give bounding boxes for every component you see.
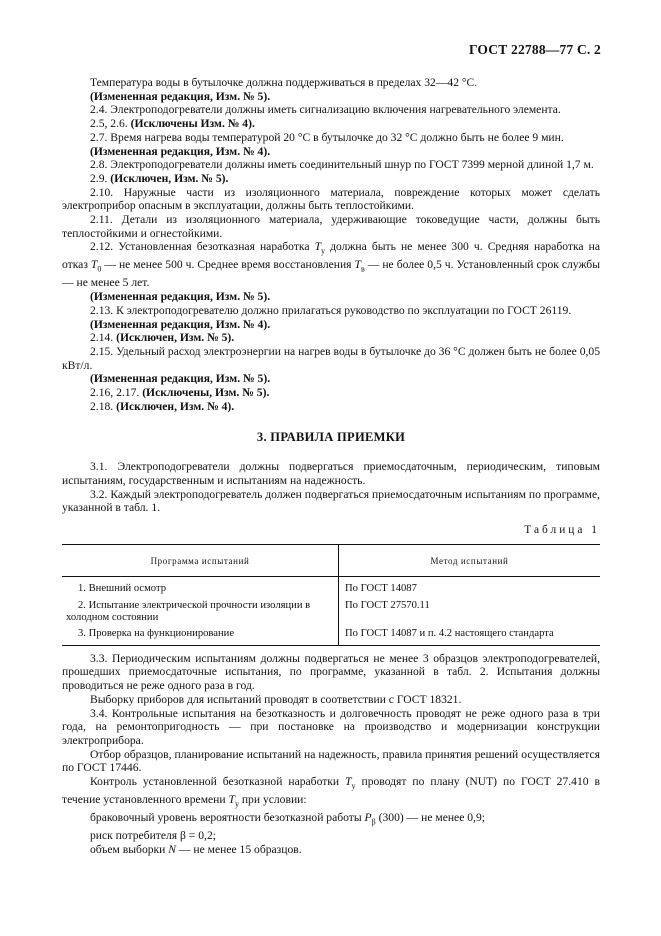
subscript: у <box>234 799 239 809</box>
subscript: у <box>351 781 356 791</box>
paragraph-3-4: 3.4. Контрольные испытания на безотказность и долговечность проводят не реже одного раза в три года, на ремонтопригодность — при постановке на производство и модернизации конструкции электроприбора. <box>62 706 600 747</box>
cell-method: По ГОСТ 27570.11 <box>345 599 430 611</box>
variable-t: T <box>345 775 352 789</box>
paragraph-2-7: 2.7. Время нагрева воды температурой 20 °С в бутылочке до 32 °С должно быть не более 9 мин. <box>90 130 564 144</box>
text-run: (300) — не менее 0,9; <box>375 811 485 825</box>
clause-number: 2.16, 2.17. <box>90 386 140 400</box>
edit-note: (Измененная редакция, Изм. № 4). <box>90 317 271 331</box>
edit-note: (Измененная редакция, Изм. № 4). <box>90 144 271 158</box>
paragraph-control <box>62 775 600 811</box>
paragraph-2-12 <box>62 240 600 290</box>
text-run: браковочный уровень вероятности безотказной работы <box>90 811 365 825</box>
text-run: при условии: <box>238 793 307 807</box>
text-run: 2.12. Установленная безотказная наработка <box>90 240 315 254</box>
text-run: — не менее 500 ч. Среднее время восстановления <box>101 258 355 272</box>
paragraph-2-4: 2.4. Электроподогреватели должны иметь сигнализацию включения нагревательного элемента. <box>90 103 561 117</box>
text-run: проводят по плану (NUT) по ГОСТ 27.410 в течение установленного времени <box>62 775 600 807</box>
column-header-program: Программа испытаний <box>62 544 339 576</box>
text-run: — не менее 15 образцов. <box>176 842 302 856</box>
text-run: должна быть не менее 300 ч. Средняя наработка на отказ <box>62 240 600 272</box>
edit-note: (Измененная редакция, Изм. № 5). <box>90 372 271 386</box>
paragraph-2-3-text: Температура воды в бутылочке должна поддерживаться в пределах 32—42 °С. <box>90 76 478 89</box>
clause-number: 2.18. <box>90 399 114 413</box>
edit-note: (Измененная редакция, Изм. № 5). <box>90 89 271 103</box>
excluded-note: (Исключены, Изм. № 5). <box>142 386 270 400</box>
edit-note: (Измененная редакция, Изм. № 5). <box>90 290 271 304</box>
variable-t: T <box>90 258 98 272</box>
text-run: объем выборки <box>90 842 169 856</box>
subscript: в <box>360 264 365 274</box>
paragraph-2-8: 2.8. Электроподогреватели должны иметь соединительный шнур по ГОСТ 7399 мерной длиной 1,7 м. <box>90 158 594 172</box>
variable-t: T <box>228 793 235 807</box>
subscript: 0 <box>97 264 102 274</box>
table-row <box>62 626 600 645</box>
excluded-note: (Исключен, Изм. № 4). <box>116 399 235 413</box>
clause-number: 2.9. <box>90 171 108 185</box>
cell-program: 1. Внешний осмотр <box>62 577 339 598</box>
paragraph-2-5 <box>62 117 600 131</box>
tests-table <box>62 544 600 646</box>
excluded-note: (Исключен, Изм. № 5). <box>116 331 235 345</box>
paragraph-2-14 <box>62 331 600 345</box>
clause-number: 2.5, 2.6. <box>90 117 128 131</box>
paragraph-2-16 <box>62 386 600 400</box>
paragraph-2-15: 2.15. Удельный расход электроэнергии на нагрев воды в бутылочке до 36 °С должен быть не более 0,05 кВт/л. <box>62 344 600 372</box>
paragraph-sample-size <box>62 843 600 857</box>
column-header-method: Метод испытаний <box>339 544 601 576</box>
cell-program: 2. Испытание электрической прочности изоляции в холодном состоянии <box>62 598 339 627</box>
variable-n: N <box>168 842 177 856</box>
paragraph-reject-level <box>62 811 600 829</box>
paragraph-2-9 <box>62 172 600 186</box>
excluded-note: (Исключен, Изм. № 5). <box>110 171 229 185</box>
paragraph-sample-selection: Выборку приборов для испытаний проводят в соответствии с ГОСТ 18321. <box>90 692 462 706</box>
cell-method: По ГОСТ 14087 и п. 4.2 настоящего стандарта <box>339 626 601 645</box>
text-run: Контроль установленной безотказной наработки <box>90 775 346 789</box>
variable-t: T <box>314 240 322 254</box>
subscript: у <box>321 246 326 256</box>
paragraph-2-10: 2.10. Наружные части из изоляционного материала, повреждение которых может сделать электроприбор опасным в эксплуатации, должны быть теплостойкими. <box>62 185 600 213</box>
paragraph-2-18 <box>62 400 600 414</box>
excluded-note: (Исключены Изм. № 4). <box>130 117 255 131</box>
variable-t: T <box>354 258 361 272</box>
cell-program: 3. Проверка на функционирование <box>62 626 339 645</box>
variable-p: P <box>364 811 372 825</box>
paragraph-consumer-risk: риск потребителя β = 0,2; <box>90 829 216 843</box>
page-header: ГОСТ 22788—77 С. 2 <box>468 42 601 57</box>
paragraph-2-11: 2.11. Детали из изоляционного материала, удерживающие токоведущие части, должны быть теплостойкими и огнестойкими. <box>62 213 600 240</box>
text-run: — не более 0,5 ч. Установленный срок службы — не менее 5 лет. <box>62 258 600 290</box>
table-row <box>62 598 600 627</box>
table-row <box>62 577 600 598</box>
paragraph-2-13: 2.13. К электроподогревателю должно прилагаться руководство по эксплуатации по ГОСТ 26119. <box>90 303 572 317</box>
paragraph-3-3: 3.3. Периодическим испытаниям должны подвергаться не менее 3 образцов электроподогревателей, прошедших приемосдаточные испытания, по программе, указанной в табл. 2. Испытания должны проводиться не реже одного раза в год. <box>62 651 600 693</box>
section-title: 3. ПРАВИЛА ПРИЕМКИ <box>256 429 406 444</box>
table-caption: Таблица 1 <box>524 524 600 537</box>
table-header-row <box>62 544 600 576</box>
paragraph-3-1: 3.1. Электроподогреватели должны подвергаться приемосдаточным, периодическим, типовым испытаниям, государственным и испытаниям на надежность. <box>62 460 600 487</box>
document-body <box>62 76 600 857</box>
paragraph-3-2: 3.2. Каждый электроподогреватель должен подвергаться приемосдаточным испытаниям по программе, указанной в табл. 1. <box>62 487 600 515</box>
cell-method: По ГОСТ 14087 <box>345 583 417 595</box>
subscript: β <box>371 817 376 827</box>
clause-number: 2.14. <box>90 331 114 345</box>
paragraph-sampling: Отбор образцов, планирование испытаний на надежность, правила принятия решений осуществляется по ГОСТ 17446. <box>62 747 600 775</box>
